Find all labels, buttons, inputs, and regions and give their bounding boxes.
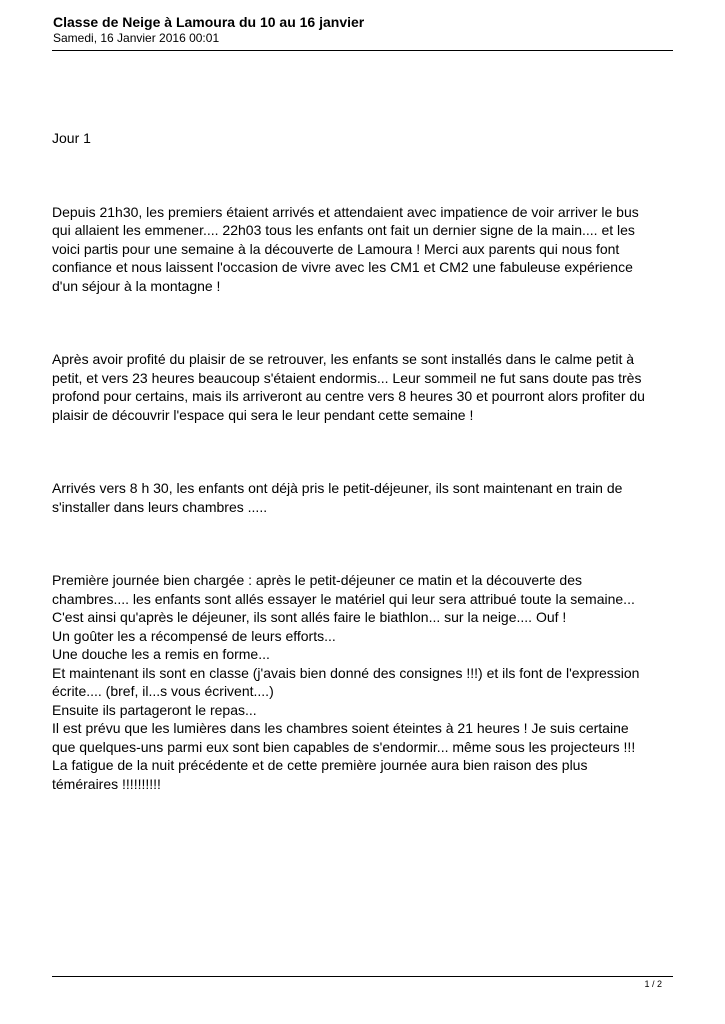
text-line: s'installer dans leurs chambres .....	[52, 498, 268, 515]
text-line: Une douche les a remis en forme...	[52, 646, 270, 662]
page-header	[53, 14, 673, 46]
text-line: plaisir de découvrir l'espace qui sera le leur pendant cette semaine !	[52, 406, 474, 423]
text-line: petit, et vers 23 heures beaucoup s'étaient endormis... Leur sommeil ne fut sans doute pas très	[52, 369, 642, 386]
document-body	[52, 129, 677, 793]
text-line: qui allaient les emmener.... 22h03 tous les enfants ont fait un dernier signe de la main.... et les	[52, 222, 635, 238]
text-line: Un goûter les a récompensé de leurs efforts...	[52, 627, 336, 644]
document-date: Samedi, 16 Janvier 2016 00:01	[53, 31, 220, 45]
text-line: d'un séjour à la montagne !	[52, 277, 221, 294]
day-heading: Jour 1	[52, 130, 91, 146]
text-line: Arrivés vers 8 h 30, les enfants ont déjà pris le petit-déjeuner, ils sont maintenant en train de	[52, 480, 623, 496]
text-line: Et maintenant ils sont en classe (j'avais bien donné des consignes !!!) et ils font de l'expression	[52, 664, 640, 681]
text-line: profond pour certains, mais ils arriveront au centre vers 8 heures 30 et pourront alors profiter du	[52, 388, 645, 404]
text-line: voici partis pour une semaine à la découverte de Lamoura ! Merci aux parents qui nous font	[52, 240, 620, 257]
text-line: téméraires !!!!!!!!!!	[52, 775, 161, 792]
text-line: La fatigue de la nuit précédente et de cette première journée aura bien raison des plus	[52, 757, 588, 773]
text-line: Ensuite ils partageront le repas...	[52, 701, 257, 718]
header-divider	[52, 50, 673, 51]
paragraph-night	[52, 350, 677, 424]
page-number: 1 / 2	[644, 979, 662, 989]
text-line: que quelques-uns parmi eux sont bien capables de s'endormir... même sous les projecteurs !!!	[52, 738, 636, 755]
text-line: C'est ainsi qu'après le déjeuner, ils sont allés faire le biathlon... sur la neige.... Ouf !	[52, 609, 567, 625]
text-line: Après avoir profité du plaisir de se retrouver, les enfants se sont installés dans le calme petit à	[52, 351, 635, 367]
text-line: Depuis 21h30, les premiers étaient arrivés et attendaient avec impatience de voir arriver le bus	[52, 203, 639, 220]
text-line: écrite.... (bref, il...s vous écrivent....)	[52, 683, 274, 699]
text-line: chambres.... les enfants sont allés essayer le matériel qui leur sera attribué toute la semaine...	[52, 590, 635, 607]
text-line: confiance et nous laissent l'occasion de vivre avec les CM1 et CM2 une fabuleuse expérience	[52, 259, 633, 275]
text-line: Première journée bien chargée : après le petit-déjeuner ce matin et la découverte des	[52, 572, 582, 588]
footer-divider	[52, 976, 673, 977]
text-line: Il est prévu que les lumières dans les chambres soient éteintes à 21 heures ! Je suis certaine	[52, 720, 629, 736]
paragraph-departure	[52, 203, 677, 296]
document-title: Classe de Neige à Lamoura du 10 au 16 janvier	[53, 14, 365, 30]
paragraph-first-day	[52, 571, 677, 793]
paragraph-arrival	[52, 479, 677, 516]
